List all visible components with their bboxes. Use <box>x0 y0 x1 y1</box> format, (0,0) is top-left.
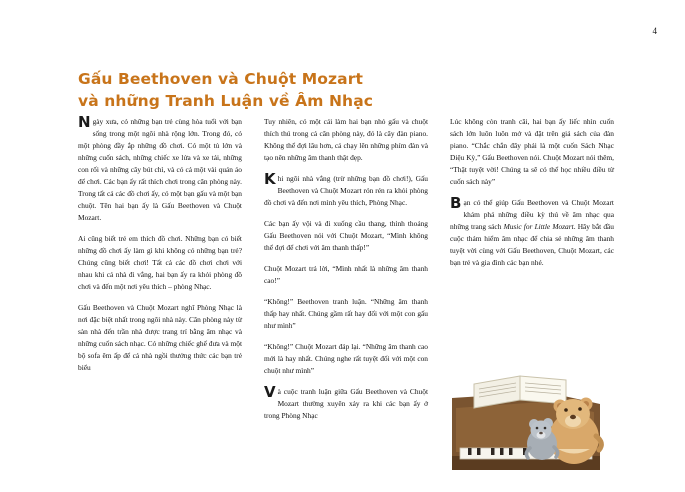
paragraph-text: Tuy nhiên, có một cái làm hai bạn nhỏ gấu và chuột thích thú trong cả căn phòng này, đó là cây đàn piano. Không thể đợi lâu hơn, cả chạy lên những phím đàn và tạo nên những âm thanh thật đẹp. <box>264 117 428 162</box>
paragraph-text: ạn có thể giúp Gấu Beethoven và Chuột Mozart khám phá những điều kỳ thú về âm nhạc qua những trang sách Music for Little Mozart. Hãy bắt đầu cuộc thám hiểm âm nhạc để chia sẻ những âm thanh tuyệt vời cùng với Gấu Beethoven, Chuột Mozart, các bạn trẻ và gia đình các bạn nhé. <box>450 197 615 267</box>
title-line-2: và những Tranh Luận về Âm Nhạc <box>78 92 374 111</box>
bear-and-mouse-at-piano-illustration <box>450 352 613 476</box>
paragraph-text: Chuột Mozart trả lời, “Mình nhất là những âm thanh cao!” <box>264 263 428 285</box>
text-column-1 <box>78 113 242 383</box>
paragraph <box>264 263 428 287</box>
paragraph <box>264 218 428 254</box>
title-line-1: Gấu Beethoven và Chuột Mozart <box>78 70 363 88</box>
paragraph <box>450 193 615 269</box>
paragraph <box>264 296 428 332</box>
text-column-3 <box>450 116 614 278</box>
drop-cap: K <box>264 169 276 188</box>
paragraph-text: “Không!” Chuột Mozart đáp lại. “Những âm thanh cao mới là hay nhất. Chúng nghe rất tuyệt đối với một con chuột như mình” <box>264 341 428 375</box>
text-column-2 <box>264 116 428 431</box>
page-number: 4 <box>652 26 657 36</box>
drop-cap: N <box>78 113 91 131</box>
paragraph <box>264 116 428 164</box>
paragraph-text: Các bạn ấy vội và đi xuống cầu thang, thỉnh thoảng Gấu Beethoven nói với Chuột Mozart, “Mình không thể đợi để chơi với âm thanh thấp!” <box>264 218 428 252</box>
paragraph <box>78 233 242 293</box>
paragraph-text: Ai cũng biết trẻ em thích đồ chơi. Những bạn có biết những đồ chơi ấy làm gì khi không có những bạn trẻ? Chúng cũng biết chơi! Tất cả các đồ chơi chơi với nhau khi cả nhà đi vắng, hai bạn ấy ra khỏi phòng đồ chơi và đến một nơi yêu thích – phòng Nhạc. <box>78 233 242 291</box>
paragraph-text: Gấu Beethoven và Chuột Mozart nghĩ Phòng Nhạc là nơi đặc biệt nhất trong ngôi nhà này. Căn phòng này từ sàn nhà đến trần nhà được trang trí bằng âm nhạc và những cuốn sách nhạc. Có những chiếc ghế đưa và một bộ sofa êm ấp để cả nhà ngồi thưởng thức các bạn trẻ biểu <box>78 302 242 372</box>
paragraph <box>264 382 428 422</box>
paragraph <box>450 116 614 188</box>
paragraph <box>264 169 428 209</box>
paragraph <box>78 113 242 224</box>
paragraph-text: gày xưa, có những bạn trẻ cùng hòa tuổi với bạn sống trong một ngôi nhà rộng lớn. Trong đó, có một phòng đầy ắp những đồ chơi. Có một tủ lớn và những cuốn sách, những chiếc xe lửa và xe tải, những con rối và những cây bút chì, và có cả một vài quán áo để chơi. Các bạn ấy rất thích chơi trong căn phòng này. Trong tất cả các đồ chơi ấy, có một bạn gấu và một bạn chuột. Tên hai bạn ấy là Gấu Beethoven và Chuột Mozart. <box>78 117 242 222</box>
paragraph-text: Lúc không còn tranh cãi, hai bạn ấy liếc nhìn cuốn sách lớn luôn luôn mở và đặt trên giá sách của đàn piano. “Chắc chắn đây phải là một cuốn Sách Nhạc Diệu Kỳ,” Gấu Beethoven nói. Chuột Mozart nói thêm, “Thật tuyệt vời! Chúng ta sẽ có thể học nhiều điều từ cuốn sách này” <box>450 117 614 186</box>
paragraph <box>264 341 428 377</box>
page-title <box>78 68 498 113</box>
drop-cap: V <box>264 382 276 401</box>
paragraph <box>78 302 242 374</box>
paragraph-text: hi ngôi nhà vắng (trừ những bạn đồ chơi!), Gấu Beethoven và Chuột Mozart rón rén ra khỏi phòng đồ chơi và đến nơi mình yêu thích, Phòng Nhạc. <box>264 173 428 207</box>
paragraph-text: “Không!” Beethoven tranh luận. “Những âm thanh thấp hay nhất. Chúng gầm rất hay đối với một con gấu như mình” <box>264 296 428 330</box>
paragraph-text: à cuộc tranh luận giữa Gấu Beethoven và Chuột Mozart thường xuyên xảy ra khi các bạn ấy ở trong Phòng Nhạc <box>264 386 428 420</box>
drop-cap: B <box>450 193 462 212</box>
